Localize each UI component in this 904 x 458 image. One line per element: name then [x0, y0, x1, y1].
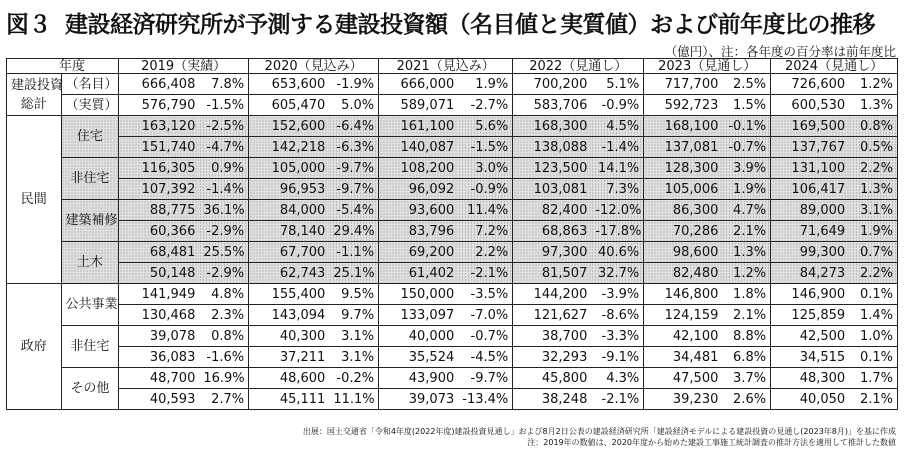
percent-cell: -2.1%: [458, 263, 513, 284]
value-cell: 32,293: [513, 347, 592, 368]
value-cell: 83,796: [379, 221, 459, 242]
value-cell: 133,097: [379, 305, 459, 326]
percent-cell: 2.1%: [722, 305, 770, 326]
percent-cell: 4.5%: [591, 116, 643, 137]
value-cell: 130,468: [119, 305, 200, 326]
value-cell: 48,700: [119, 368, 200, 389]
value-cell: 38,248: [513, 389, 592, 410]
percent-cell: 9.7%: [329, 305, 378, 326]
percent-cell: 1.7%: [849, 368, 897, 389]
value-cell: 163,120: [119, 116, 200, 137]
header-row: [7, 59, 898, 74]
percent-cell: 4.3%: [591, 368, 643, 389]
value-cell: 107,392: [119, 179, 200, 200]
percent-cell: 2.7%: [199, 389, 248, 410]
percent-cell: -1.6%: [199, 347, 248, 368]
value-cell: 150,000: [379, 284, 459, 305]
table-row: [7, 137, 898, 158]
value-cell: 131,100: [771, 158, 850, 179]
value-cell: 34,515: [771, 347, 850, 368]
percent-cell: 1.3%: [722, 242, 770, 263]
percent-cell: 6.8%: [722, 347, 770, 368]
percent-cell: -1.1%: [329, 242, 378, 263]
value-cell: 103,081: [513, 179, 592, 200]
percent-cell: -2.9%: [199, 221, 248, 242]
percent-cell: 1.9%: [458, 74, 513, 95]
percent-cell: -1.9%: [329, 74, 378, 95]
percent-cell: -0.7%: [458, 326, 513, 347]
group-label: 建築補修: [61, 200, 119, 242]
value-cell: 88,775: [119, 200, 200, 221]
percent-cell: -0.1%: [722, 116, 770, 137]
value-cell: 592,723: [644, 95, 723, 116]
value-cell: 142,218: [249, 137, 330, 158]
value-cell: 71,649: [771, 221, 850, 242]
note-line: 注：2019年の数値は、2020年度から始めた建設工事施工統計調査の推計方法を適用して推計した数値: [527, 438, 896, 447]
value-cell: 48,300: [771, 368, 850, 389]
header-year: 2022（見通し）: [513, 59, 644, 74]
value-cell: 168,300: [513, 116, 592, 137]
value-cell: 50,148: [119, 263, 200, 284]
value-cell: 726,600: [771, 74, 850, 95]
value-cell: 97,300: [513, 242, 592, 263]
percent-cell: 9.5%: [329, 284, 378, 305]
percent-cell: 3.1%: [329, 347, 378, 368]
value-cell: 168,100: [644, 116, 723, 137]
table-row: [7, 158, 898, 179]
group-label: 住宅: [61, 116, 119, 158]
percent-cell: 5.6%: [458, 116, 513, 137]
percent-cell: 0.8%: [849, 116, 897, 137]
percent-cell: -0.2%: [329, 368, 378, 389]
percent-cell: 1.3%: [849, 95, 897, 116]
percent-cell: -0.9%: [591, 95, 643, 116]
value-cell: 35,524: [379, 347, 459, 368]
percent-cell: 25.5%: [199, 242, 248, 263]
value-cell: 121,627: [513, 305, 592, 326]
value-cell: 86,300: [644, 200, 723, 221]
value-cell: 68,481: [119, 242, 200, 263]
percent-cell: 2.1%: [722, 221, 770, 242]
percent-cell: 5.1%: [591, 74, 643, 95]
value-cell: 40,593: [119, 389, 200, 410]
percent-cell: -1.4%: [591, 137, 643, 158]
value-cell: 653,600: [249, 74, 330, 95]
table-row: [7, 305, 898, 326]
value-cell: 169,500: [771, 116, 850, 137]
percent-cell: -9.7%: [329, 158, 378, 179]
percent-cell: 2.2%: [458, 242, 513, 263]
value-cell: 137,081: [644, 137, 723, 158]
group-label: その他: [61, 368, 119, 410]
percent-cell: -17.8%: [591, 221, 643, 242]
percent-cell: 4.8%: [199, 284, 248, 305]
percent-cell: 1.0%: [849, 326, 897, 347]
percent-cell: 1.2%: [722, 263, 770, 284]
value-cell: 36,083: [119, 347, 200, 368]
table-row: [7, 74, 898, 95]
percent-cell: -0.9%: [458, 179, 513, 200]
category-total: [7, 74, 62, 116]
percent-cell: 3.1%: [329, 326, 378, 347]
percent-cell: 11.1%: [329, 389, 378, 410]
table-row: [7, 326, 898, 347]
value-cell: 89,000: [771, 200, 850, 221]
value-cell: 84,273: [771, 263, 850, 284]
percent-cell: 3.9%: [722, 158, 770, 179]
value-cell: 108,200: [379, 158, 459, 179]
header-nendo: 年度: [7, 59, 119, 74]
percent-cell: -3.3%: [591, 326, 643, 347]
value-cell: 155,400: [249, 284, 330, 305]
percent-cell: 1.9%: [722, 179, 770, 200]
value-cell: 140,087: [379, 137, 459, 158]
percent-cell: -7.0%: [458, 305, 513, 326]
value-cell: 98,600: [644, 242, 723, 263]
header-year: 2021（見込み）: [379, 59, 513, 74]
value-cell: 605,470: [249, 95, 330, 116]
value-cell: 84,000: [249, 200, 330, 221]
percent-cell: -9.7%: [329, 179, 378, 200]
value-cell: 37,211: [249, 347, 330, 368]
percent-cell: -9.7%: [458, 368, 513, 389]
figure-number: 図３: [6, 12, 51, 38]
percent-cell: 0.9%: [199, 158, 248, 179]
table-row: [7, 389, 898, 410]
value-cell: 62,743: [249, 263, 330, 284]
value-cell: 146,800: [644, 284, 723, 305]
value-cell: 151,740: [119, 137, 200, 158]
category-total-line1: 建設投資: [11, 77, 64, 93]
table-row: [7, 200, 898, 221]
percent-cell: 2.5%: [722, 74, 770, 95]
percent-cell: 14.1%: [591, 158, 643, 179]
value-cell: 116,305: [119, 158, 200, 179]
header-year: 2020（見込み）: [249, 59, 379, 74]
table-row: [7, 263, 898, 284]
percent-cell: -6.3%: [329, 137, 378, 158]
value-cell: 666,408: [119, 74, 200, 95]
value-cell: 700,200: [513, 74, 592, 95]
percent-cell: 40.6%: [591, 242, 643, 263]
value-cell: 143,094: [249, 305, 330, 326]
group-label: 公共事業: [61, 284, 119, 326]
value-cell: 589,071: [379, 95, 459, 116]
percent-cell: -2.9%: [199, 263, 248, 284]
percent-cell: 25.1%: [329, 263, 378, 284]
percent-cell: 7.2%: [458, 221, 513, 242]
value-cell: 576,790: [119, 95, 200, 116]
value-cell: 40,300: [249, 326, 330, 347]
percent-cell: 0.7%: [849, 242, 897, 263]
percent-cell: -8.6%: [591, 305, 643, 326]
value-cell: 82,400: [513, 200, 592, 221]
value-cell: 128,300: [644, 158, 723, 179]
percent-cell: -13.4%: [458, 389, 513, 410]
percent-cell: 3.1%: [849, 200, 897, 221]
percent-cell: 0.5%: [849, 137, 897, 158]
percent-cell: 1.8%: [722, 284, 770, 305]
value-cell: 40,050: [771, 389, 850, 410]
percent-cell: 11.4%: [458, 200, 513, 221]
percent-cell: 29.4%: [329, 221, 378, 242]
percent-cell: 0.1%: [849, 347, 897, 368]
percent-cell: -2.7%: [458, 95, 513, 116]
percent-cell: -6.4%: [329, 116, 378, 137]
percent-cell: 0.1%: [849, 284, 897, 305]
value-cell: 81,507: [513, 263, 592, 284]
percent-cell: -3.5%: [458, 284, 513, 305]
value-cell: 42,100: [644, 326, 723, 347]
value-cell: 138,088: [513, 137, 592, 158]
table-row: [7, 221, 898, 242]
figure-title-text: 建設経済研究所が予測する建設投資額（名目値と実質値）および前年度比の推移: [65, 12, 875, 38]
percent-cell: 1.5%: [722, 95, 770, 116]
value-cell: 47,500: [644, 368, 723, 389]
value-cell: 67,700: [249, 242, 330, 263]
header-year: 2023（見通し）: [644, 59, 771, 74]
value-cell: 48,600: [249, 368, 330, 389]
value-cell: 137,767: [771, 137, 850, 158]
group-label: 非住宅: [61, 326, 119, 368]
source-note: [303, 426, 896, 448]
value-cell: 68,863: [513, 221, 592, 242]
percent-cell: 1.4%: [849, 305, 897, 326]
percent-cell: 7.8%: [199, 74, 248, 95]
value-cell: 146,900: [771, 284, 850, 305]
value-cell: 152,600: [249, 116, 330, 137]
value-cell: 666,000: [379, 74, 459, 95]
percent-cell: 1.2%: [849, 74, 897, 95]
value-cell: 105,000: [249, 158, 330, 179]
value-cell: 69,200: [379, 242, 459, 263]
value-cell: 42,500: [771, 326, 850, 347]
table-row: [7, 347, 898, 368]
value-cell: 39,078: [119, 326, 200, 347]
group-label: 土木: [61, 242, 119, 284]
percent-cell: -2.5%: [199, 116, 248, 137]
percent-cell: 4.7%: [722, 200, 770, 221]
category-total-line2: 総計: [20, 96, 47, 112]
value-cell: 141,949: [119, 284, 200, 305]
value-cell: 45,800: [513, 368, 592, 389]
table-row: [7, 179, 898, 200]
value-cell: 34,481: [644, 347, 723, 368]
percent-cell: 2.2%: [849, 263, 897, 284]
percent-cell: 8.8%: [722, 326, 770, 347]
table-row: [7, 368, 898, 389]
row-label: （実質）: [61, 95, 119, 116]
value-cell: 61,402: [379, 263, 459, 284]
unit-note: （億円）、注：各年度の百分率は前年度比: [664, 44, 896, 59]
row-label: （名目）: [61, 74, 119, 95]
header-year: 2024（見通し）: [771, 59, 898, 74]
percent-cell: 2.1%: [849, 389, 897, 410]
value-cell: 123,500: [513, 158, 592, 179]
value-cell: 40,000: [379, 326, 459, 347]
percent-cell: 7.3%: [591, 179, 643, 200]
percent-cell: 2.2%: [849, 158, 897, 179]
value-cell: 106,417: [771, 179, 850, 200]
value-cell: 125,859: [771, 305, 850, 326]
category-minkan: 民間: [7, 116, 62, 284]
value-cell: 45,111: [249, 389, 330, 410]
category-seifu: 政府: [7, 284, 62, 410]
percent-cell: 36.1%: [199, 200, 248, 221]
value-cell: 96,953: [249, 179, 330, 200]
value-cell: 161,100: [379, 116, 459, 137]
percent-cell: -4.7%: [199, 137, 248, 158]
percent-cell: 1.3%: [849, 179, 897, 200]
value-cell: 70,286: [644, 221, 723, 242]
table-row: [7, 242, 898, 263]
value-cell: 105,006: [644, 179, 723, 200]
percent-cell: 3.7%: [722, 368, 770, 389]
value-cell: 78,140: [249, 221, 330, 242]
percent-cell: 0.8%: [199, 326, 248, 347]
value-cell: 717,700: [644, 74, 723, 95]
percent-cell: -4.5%: [458, 347, 513, 368]
investment-table: [6, 58, 898, 410]
percent-cell: 2.6%: [722, 389, 770, 410]
percent-cell: -2.1%: [591, 389, 643, 410]
table-row: [7, 284, 898, 305]
value-cell: 99,300: [771, 242, 850, 263]
value-cell: 96,092: [379, 179, 459, 200]
group-label: 非住宅: [61, 158, 119, 200]
percent-cell: -9.1%: [591, 347, 643, 368]
value-cell: 82,480: [644, 263, 723, 284]
header-year: 2019（実績）: [119, 59, 249, 74]
percent-cell: 16.9%: [199, 368, 248, 389]
percent-cell: 5.0%: [329, 95, 378, 116]
percent-cell: -12.0%: [591, 200, 643, 221]
value-cell: 124,159: [644, 305, 723, 326]
value-cell: 39,230: [644, 389, 723, 410]
value-cell: 144,200: [513, 284, 592, 305]
percent-cell: 3.0%: [458, 158, 513, 179]
value-cell: 600,530: [771, 95, 850, 116]
percent-cell: 1.9%: [849, 221, 897, 242]
figure-title: [6, 6, 898, 40]
value-cell: 583,706: [513, 95, 592, 116]
table-row: [7, 95, 898, 116]
percent-cell: -1.5%: [458, 137, 513, 158]
percent-cell: -1.5%: [199, 95, 248, 116]
value-cell: 93,600: [379, 200, 459, 221]
table-row: [7, 116, 898, 137]
value-cell: 38,700: [513, 326, 592, 347]
percent-cell: -0.7%: [722, 137, 770, 158]
percent-cell: 32.7%: [591, 263, 643, 284]
percent-cell: -1.4%: [199, 179, 248, 200]
percent-cell: -3.9%: [591, 284, 643, 305]
value-cell: 60,366: [119, 221, 200, 242]
percent-cell: -5.4%: [329, 200, 378, 221]
percent-cell: 2.3%: [199, 305, 248, 326]
value-cell: 39,073: [379, 389, 459, 410]
source-line: 出展：国土交通省「令和4年度(2022年度)建設投資見通し」および8月2日公表の建設経済研究所「建設経済モデルによる建設投資の見通し(2023年8月)」を基に作成: [302, 427, 896, 436]
value-cell: 43,900: [379, 368, 459, 389]
